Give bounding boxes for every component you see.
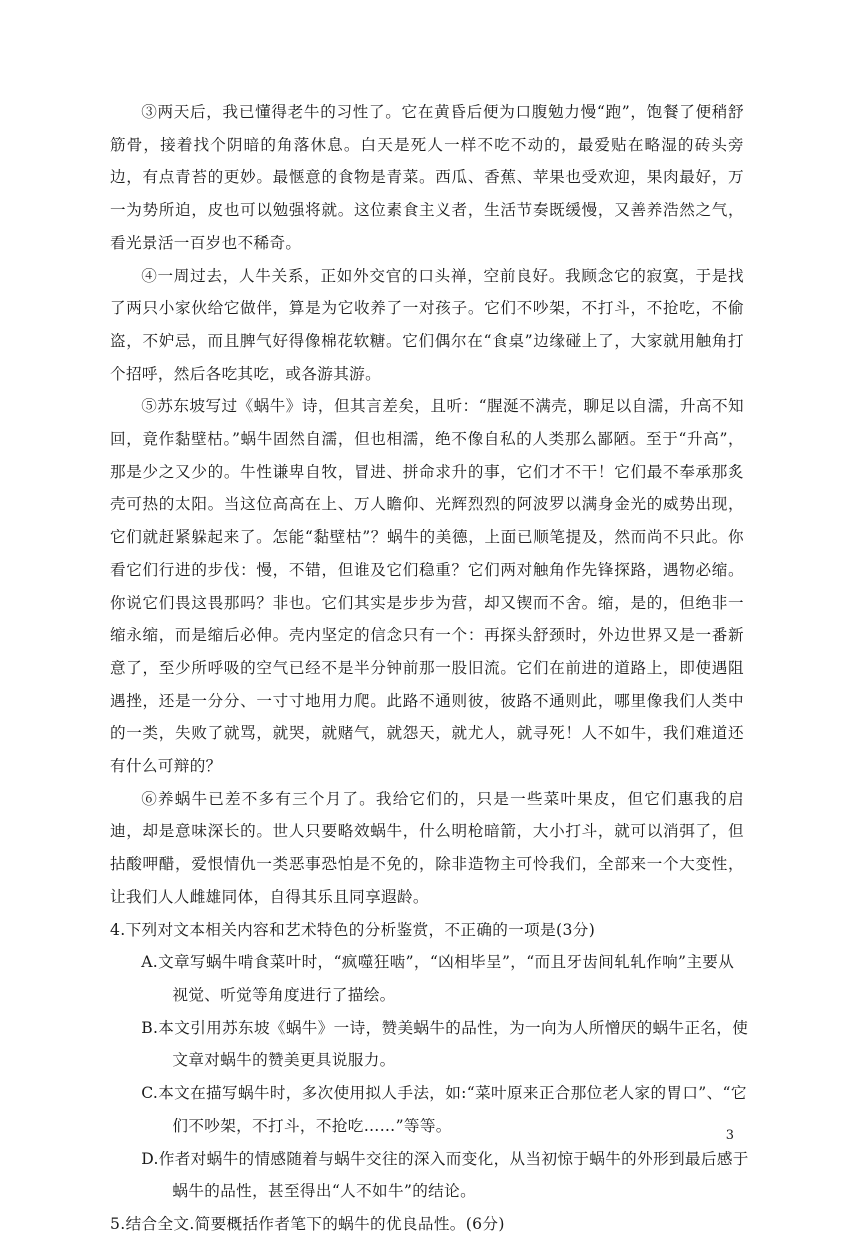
- paragraph-4: ④一周过去，人牛关系，正如外交官的口头禅，空前良好。我顾念它的寂寞，于是找了两只小家伙给它做伴，算是为它收养了一对孩子。它们不吵架，不打斗，不抢吃，不偷盗，不妒忌，而且脾气好得像棉花软糖。它们偶尔在“食桌”边缘碰上了，大家就用触角打个招呼，然后各吃其吃，或各游其游。: [110, 266, 744, 383]
- question-5-stem: 5.结合全文.简要概括作者笔下的蜗牛的优良品性。(6分): [110, 1214, 505, 1233]
- question-4-option-b: [110, 1012, 749, 1077]
- paragraph-6: ⑥养蜗牛已差不多有三个月了。我给它们的，只是一些菜叶果皮，但它们惠我的启迪，却是意味深长的。世人只要略效蜗牛，什么明枪暗箭，大小打斗，就可以消弭了，但拈酸呷醋，爱恨情仇一类恶事恐怕是不免的，除非造物主可怜我们，全部来一个大变性，让我们人人雌雄同体，自得其乐且同享遐龄。: [110, 789, 744, 906]
- question-4-option-c: [110, 1077, 747, 1142]
- option-b-line-1: B.本文引用苏东坡《蜗牛》一诗，赞美蜗牛的品性，为一向为人所憎厌的蜗牛正名，使: [141, 1018, 749, 1037]
- question-4-option-d: [110, 1143, 749, 1208]
- document-content: [110, 96, 749, 1241]
- paragraph-3: ③两天后，我已懂得老牛的习性了。它在黄昏后便为口腹勉力慢“跑”，饱餐了便稍舒筋骨，接着找个阴暗的角落休息。白天是死人一样不吃不动的，最爱贴在略湿的砖头旁边，有点青苔的更妙。最惬意的食物是青菜。西瓜、香蕉、苹果也受欢迎，果肉最好，万一为势所迫，皮也可以勉强将就。这位素食主义者，生活节奏既缓慢，又善养浩然之气，看光景活一百岁也不稀奇。: [110, 103, 744, 252]
- option-a-line-2: 视觉、听觉等角度进行了描绘。: [172, 985, 396, 1004]
- option-b-line-2: 文章对蜗牛的赞美更具说服力。: [172, 1051, 396, 1070]
- paragraph-5: ⑤苏东坡写过《蜗牛》诗，但其言差矣，且听：“腥涎不满壳，聊足以自濡，升高不知回，竟作黏壁枯。”蜗牛固然自濡，但也相濡，绝不像自私的人类那么鄙陋。至于“升高”，那是少之又少的。牛性谦卑自牧，冒进、拼命求升的事，它们才不干！它们最不奉承那炙壳可热的太阳。当这位高高在上、万人瞻仰、光辉烈烈的阿波罗以满身金光的威势出现，它们就赶紧躲起来了。怎能“黏壁枯”？蜗牛的美德，上面已顺笔提及，然而尚不只此。你看它们行进的步伐：慢，不错，但谁及它们稳重？它们两对触角作先锋探路，遇物必缩。你说它们畏这畏那吗？非也。它们其实是步步为营，却又锲而不舍。缩，是的，但绝非一缩永缩，而是缩后必伸。壳内坚定的信念只有一个：再探头舒颈时，外边世界又是一番新意了，至少所呼吸的空气已经不是半分钟前那一股旧流。它们在前进的道路上，即使遇阻遇挫，还是一分分、一寸寸地用力爬。此路不通则彼，彼路不通则此，哪里像我们人类中的一类，失败了就骂，就哭，就赌气，就怨天，就尤人，就寻死！人不如牛，我们难道还有什么可辩的？: [110, 397, 744, 776]
- option-c-line-2: 们不吵架，不打斗，不抢吃……”等等。: [172, 1116, 452, 1135]
- question-4-option-a: [110, 946, 744, 1011]
- page-number: 3: [725, 1128, 734, 1143]
- option-d-line-2: 蜗牛的品性，甚至得出“人不如牛”的结论。: [172, 1182, 477, 1201]
- option-c-line-1: C.本文在描写蜗牛时，多次使用拟人手法，如:“菜叶原来正合那位老人家的胃口”、“它: [141, 1084, 747, 1103]
- option-a-line-1: A.文章写蜗牛啃食菜叶时，“疯噬狂啮”，“凶相毕呈”，“而且牙齿间轧轧作响”主要从: [141, 953, 735, 972]
- option-d-line-1: D.作者对蜗牛的情感随着与蜗牛交往的深入而变化，从当初惊于蜗牛的外形到最后感于: [141, 1149, 749, 1168]
- question-4-stem: 4.下列对文本相关内容和艺术特色的分析鉴赏，不正确的一项是(3分): [110, 920, 596, 939]
